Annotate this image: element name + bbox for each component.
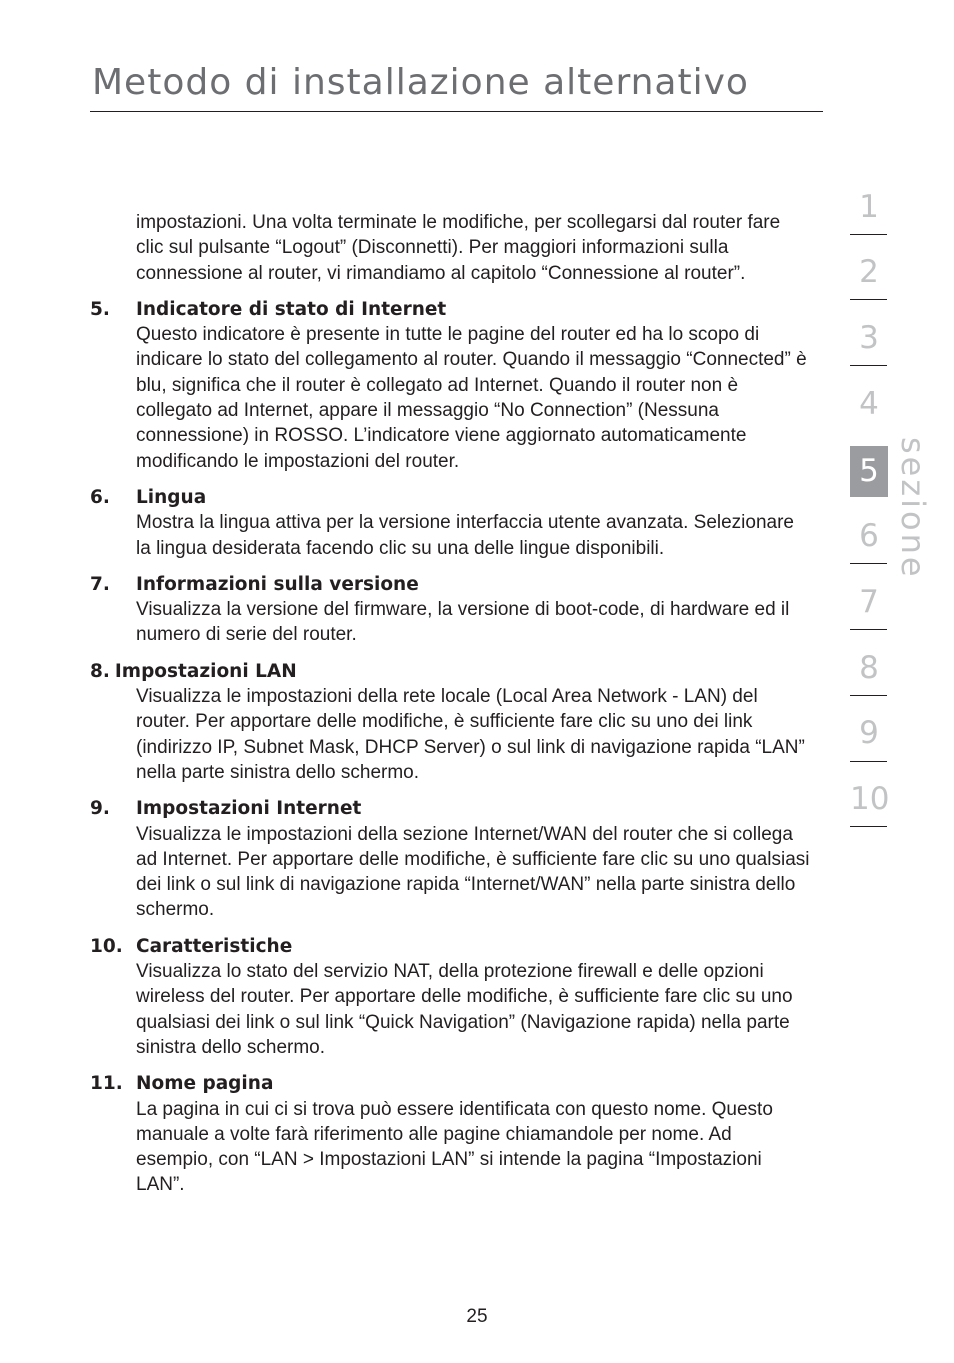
- item-body: Visualizza le impostazioni della rete locale (Local Area Network - LAN) del router. Per apportare delle modifiche, è sufficiente fare clic su uno dei link (indirizzo IP, Subnet Mask, DHCP Server) o sul link di navigazione rapida “LAN” nella parte sinistra dello schermo.: [136, 686, 805, 783]
- item-heading: [90, 297, 810, 322]
- page-title: Metodo di installazione alternativo: [92, 62, 749, 103]
- item-body: La pagina in cui ci si trova può essere identificata con questo nome. Questo manuale a volte farà riferimento alle pagine chiamandole per nome. Ad esempio, con “LAN > Impostazioni LAN” si intende la pagina “Impostazioni LAN”.: [136, 1098, 773, 1196]
- section-number-8: 8: [859, 650, 879, 686]
- section-number-4: 4: [859, 386, 879, 422]
- item-title: Impostazioni Internet: [136, 798, 362, 820]
- section-divider: [850, 365, 887, 366]
- list-item: [90, 659, 810, 785]
- item-number: 11.: [90, 1073, 123, 1095]
- item-heading: [90, 796, 810, 821]
- section-divider: [850, 629, 887, 630]
- section-divider: [850, 826, 887, 827]
- list-item: [90, 485, 810, 561]
- section-number-3: 3: [859, 320, 879, 356]
- item-title: Caratteristiche: [136, 935, 293, 957]
- section-number-6: 6: [859, 518, 879, 554]
- item-number: 10.: [90, 935, 123, 957]
- item-heading: [90, 1071, 810, 1096]
- item-number: 6.: [90, 486, 110, 508]
- section-number-7: 7: [859, 584, 879, 620]
- list-item: [90, 297, 810, 474]
- item-body: Visualizza la versione del firmware, la versione di boot-code, di hardware ed il numero di serie del router.: [136, 599, 790, 646]
- item-title: Nome pagina: [136, 1073, 274, 1095]
- item-body: Questo indicatore è presente in tutte le pagine del router ed ha lo scopo di indicare lo stato del collegamento al router. Quando il messaggio “Connected” è blu, significa che il router è collegato ad Internet. Quando il router non è collegato ad Internet, appare il messaggio “No Connection” (Nessuna connessione) in ROSSO. L’indicatore viene aggiornato automaticamente modificando le impostazioni del router.: [136, 324, 807, 472]
- page-number: 25: [466, 1306, 488, 1327]
- item-title: Indicatore di stato di Internet: [136, 298, 447, 320]
- item-heading: [90, 934, 810, 959]
- item-number: 8.: [90, 660, 110, 682]
- section-number-5-active: 5: [850, 446, 888, 497]
- item-heading: [90, 572, 810, 597]
- section-number-9: 9: [859, 715, 879, 751]
- section-divider: [850, 761, 887, 762]
- item-title: Lingua: [136, 486, 207, 508]
- intro-paragraph: impostazioni. Una volta terminate le modifiche, per scollegarsi dal router fare clic sul pulsante “Logout” (Disconnetti). Per maggiori informazioni sulla connessione al router, vi rimandiamo al capitolo “Connessione al router”.: [136, 212, 781, 284]
- item-title: Informazioni sulla versione: [136, 573, 419, 595]
- section-divider: [850, 563, 887, 564]
- section-number-1: 1: [859, 189, 879, 225]
- list-item: [90, 796, 810, 922]
- list-item: [90, 572, 810, 648]
- section-number-10: 10: [850, 781, 890, 817]
- item-number: 7.: [90, 573, 110, 595]
- item-heading: [90, 659, 810, 684]
- main-content: [90, 210, 810, 1209]
- item-body: Mostra la lingua attiva per la versione interfaccia utente avanzata. Selezionare la lingua desiderata facendo clic su una delle lingue disponibili.: [136, 512, 794, 559]
- section-divider: [850, 695, 887, 696]
- section-number-2: 2: [859, 254, 879, 290]
- item-body: Visualizza lo stato del servizio NAT, della protezione firewall e delle opzioni wireless del router. Per apportare delle modifiche, è sufficiente fare clic su uno qualsiasi dei link o sul link “Quick Navigation” (Navigazione rapida) nella parte sinistra dello schermo.: [136, 961, 793, 1058]
- section-divider: [850, 299, 887, 300]
- list-item: [90, 1071, 810, 1197]
- list-item: [90, 934, 810, 1060]
- item-body: Visualizza le impostazioni della sezione Internet/WAN del router che si collega ad Internet. Per apportare delle modifiche, è sufficiente fare clic su uno qualsiasi dei link o sul link di navigazione rapida “Internet/WAN” nella parte sinistra dello schermo.: [136, 823, 810, 921]
- item-title: Impostazioni LAN: [114, 660, 297, 682]
- title-divider: [90, 111, 823, 112]
- item-number: 9.: [90, 798, 110, 820]
- item-number: 5.: [90, 298, 110, 320]
- section-label: sezione: [894, 437, 932, 580]
- item-heading: [90, 485, 810, 510]
- section-divider: [850, 234, 887, 235]
